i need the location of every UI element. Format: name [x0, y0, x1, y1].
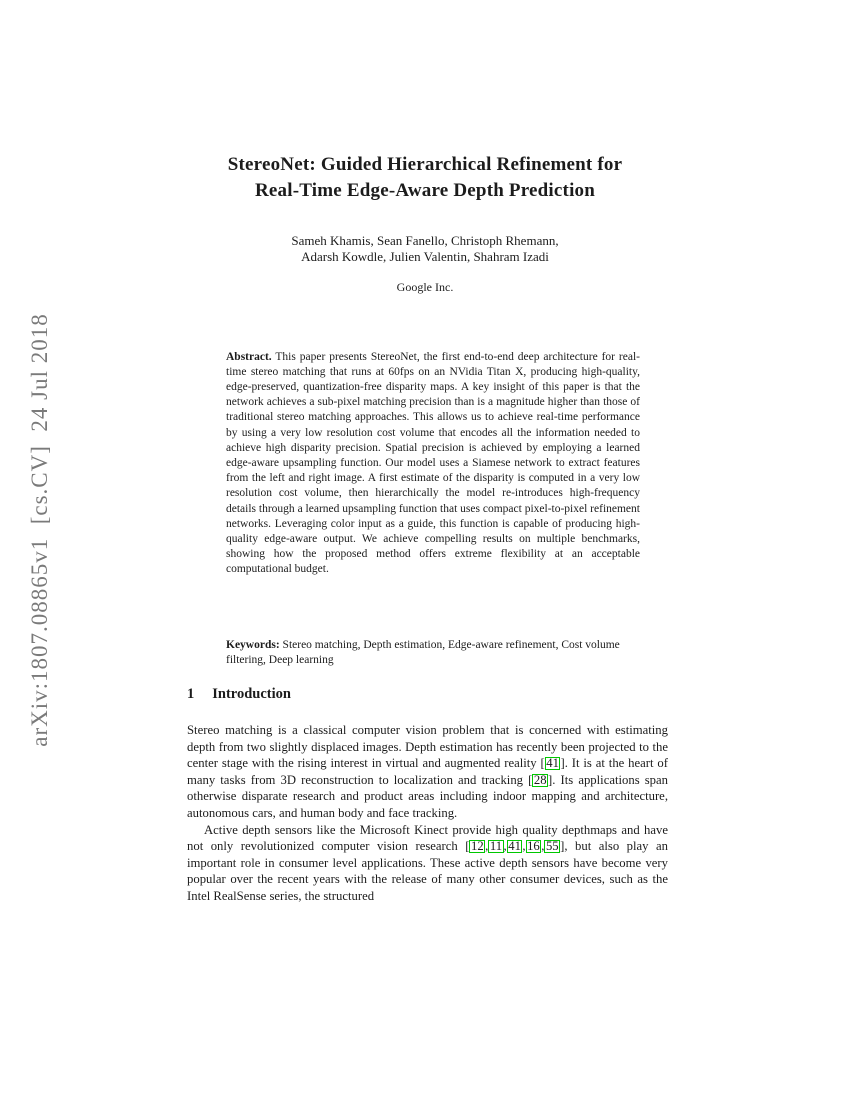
affiliation: Google Inc. — [396, 280, 454, 294]
citation-link[interactable]: 28 — [533, 772, 547, 787]
arxiv-watermark: arXiv:1807.08865v1 [cs.CV] 24 Jul 2018 — [27, 313, 52, 747]
citation-link[interactable]: 55 — [545, 839, 559, 854]
section-title: Introduction — [212, 686, 291, 702]
intro-paragraphs — [187, 722, 668, 905]
paragraph: Stereo matching is a classical computer vision problem that is concerned with estimating depth from two slightly displaced images. Depth estimation has recently been projected to the center stage with the rising interest in virtual and augmented reality [ 41 ]. It is at the heart of many tasks from 3D reconstruction to localization and tracking [ 28 ]. Its applications span otherwise disparate research and product areas including indoor mapping and architecture, autonomous cars, and human body and face tracking. — [187, 723, 668, 820]
author-line2: Adarsh Kowdle, Julien Valentin, Shahram Izadi — [301, 248, 549, 264]
citation-link[interactable]: 41 — [508, 839, 521, 854]
author-line1: Sameh Khamis, Sean Fanello, Christoph Rhemann, — [291, 233, 559, 248]
keywords-text: Stereo matching, Depth estimation, Edge-aware refinement, Cost volume filtering, Deep learning — [226, 638, 620, 666]
citation-link[interactable]: 12 — [470, 839, 484, 854]
section-heading — [187, 686, 668, 703]
paper-title — [110, 152, 740, 204]
keywords — [226, 638, 640, 668]
citation-link[interactable]: 11 — [489, 839, 503, 854]
section-number: 1 — [187, 686, 195, 702]
paragraph: Active depth sensors like the Microsoft Kinect provide high quality depthmaps and have not only revolutionized computer vision research [ 12 , 11 , 41 , 16 , 55 ], but also play an important role in consumer level applications. These active depth sensors have become very popular over the recent years with the release of many other consumer devices, such as the Intel RealSense series, the structured — [187, 822, 668, 903]
citation-link[interactable]: 16 — [527, 839, 540, 854]
citation-link[interactable]: 41 — [546, 756, 559, 771]
abstract-text: This paper presents StereoNet, the first end-to-end deep architecture for real-time stereo matching that runs at 60fps on an NVidia Titan X, producing high-quality, edge-preserved, quantization-free disparity maps. A key insight of this paper is that the network achieves a sub-pixel matching precision than is a magnitude higher than those of traditional stereo matching approaches. This allows us to achieve real-time performance by using a very low resolution cost volume that encodes all the information needed to achieve high disparity precision. Spatial precision is achieved by employing a learned edge-aware upsampling function. Our model uses a Siamese network to extract features from the left and right image. A first estimate of the disparity is computed in a very low resolution cost volume, then hierarchically the model re-introduces high-frequency details through a learned upsampling function that uses compact pixel-to-pixel refinement networks. Leveraging color input as a guide, this function is capable of producing high-quality edge-aware output. We achieve compelling results on multiple benchmarks, showing how the proposed method offers extreme flexibility at an acceptable computational budget. — [226, 350, 640, 576]
author-list — [110, 233, 740, 264]
abstract — [226, 350, 640, 578]
paper-title-line2: Real-Time Edge-Aware Depth Prediction — [254, 180, 596, 201]
abstract-label: Abstract. — [226, 350, 272, 363]
paper-title-line1: StereoNet: Guided Hierarchical Refinement for — [227, 154, 623, 175]
keywords-label: Keywords: — [226, 638, 280, 651]
